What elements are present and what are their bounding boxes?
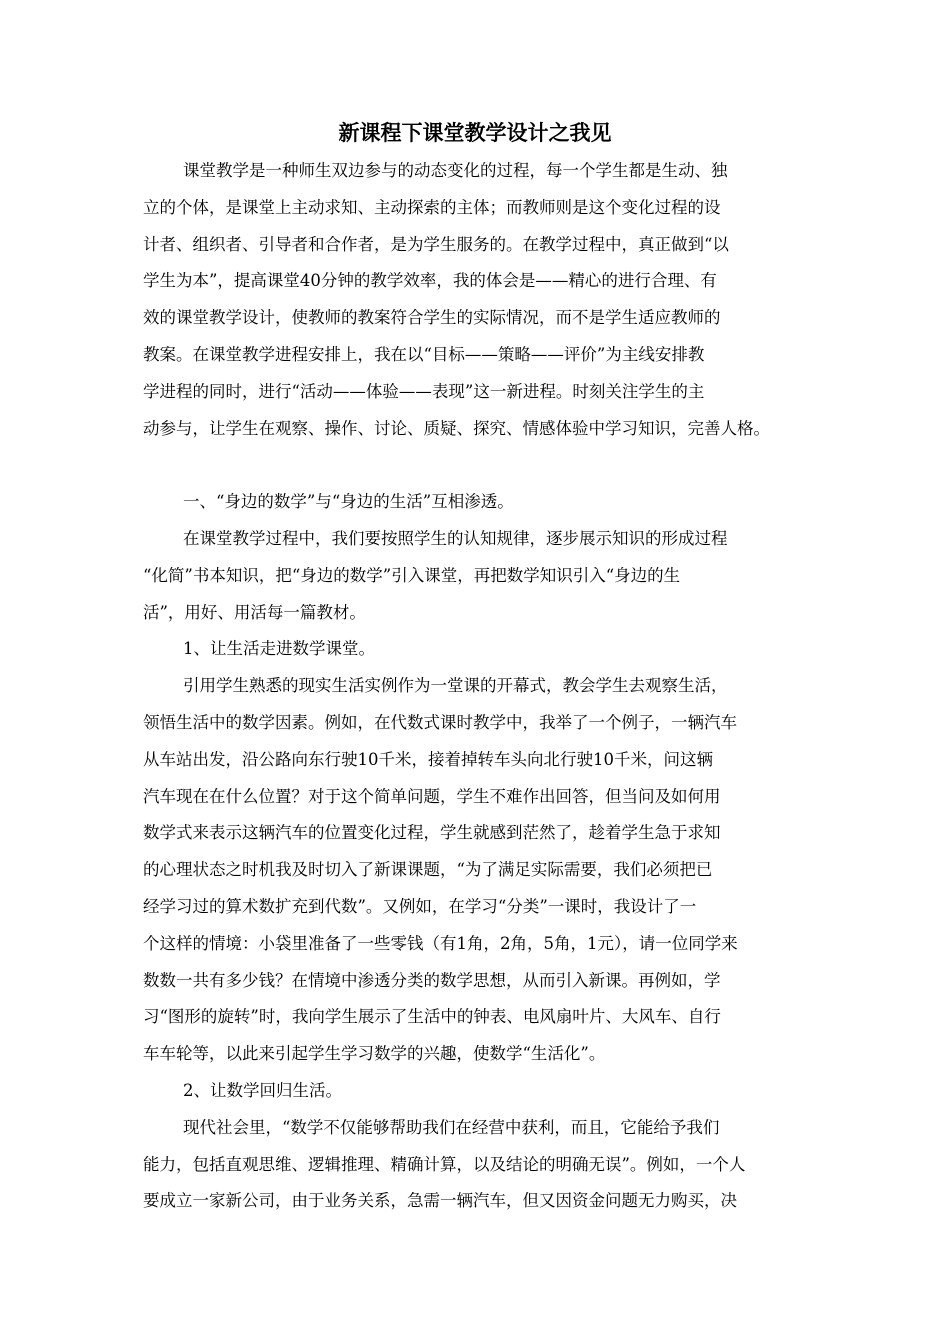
text-line: 计者、组织者、引导者和合作者，是为学生服务的。在教学过程中，真正做到“以 (143, 234, 729, 254)
document-title: 新课程下课堂教学设计之我见 (338, 120, 612, 145)
text-line: 活”，用好、用活每一篇教材。 (143, 602, 366, 622)
text-line: 经学习过的算术数扩充到代数”。又例如，在学习“分类”一课时，我设计了一 (143, 896, 697, 916)
text-line: 领悟生活中的数学因素。例如，在代数式课时教学中，我举了一个例子，一辆汽车 (143, 712, 737, 732)
text-line: 车车轮等，以此来引起学生学习数学的兴趣，使数学“生活化”。 (143, 1044, 606, 1064)
text-line: 个这样的情境：小袋里准备了一些零钱（有1角，2角，5角，1元），请一位同学来 (143, 933, 738, 953)
text-line: 引用学生熟悉的现实生活实例作为一堂课的开幕式，教会学生去观察生活， (183, 676, 728, 696)
text-line: 教案。在课堂教学进程安排上，我在以“目标——策略——评价”为主线安排教 (143, 344, 705, 364)
text-line: 学生为本”，提高课堂40分钟的教学效率，我的体会是——精心的进行合理、有 (143, 271, 717, 291)
blank-line (143, 447, 817, 484)
text-line: 2、让数学回归生活。 (183, 1080, 342, 1100)
text-line: 汽车现在在什么位置？对于这个简单问题，学生不难作出回答，但当问及如何用 (143, 786, 721, 806)
text-line: 习“图形的旋转”时，我向学生展示了生活中的钟表、电风扇叶片、大风车、自行 (143, 1007, 721, 1027)
text-line: 现代社会里，“数学不仅能够帮助我们在经营中获利，而且，它能给予我们 (183, 1117, 720, 1137)
text-line: 立的个体，是课堂上主动求知、主动探索的主体；而教师则是这个变化过程的设 (143, 197, 721, 217)
document-body (143, 153, 817, 1220)
text-line: 能力，包括直观思维、逻辑推理、精确计算，以及结论的明确无误”。例如，一个人 (143, 1154, 746, 1174)
text-line: 1、让生活走进数学课堂。 (183, 639, 375, 659)
text-line: 的心理状态之时机我及时切入了新课课题，“为了满足实际需要，我们必须把已 (143, 860, 713, 880)
text-line: 在课堂教学过程中，我们要按照学生的认知规律，逐步展示知识的形成过程 (183, 528, 728, 548)
text-line: 一、“身边的数学”与“身边的生活”互相渗透。 (183, 492, 514, 512)
text-line: 数学式来表示这辆汽车的位置变化过程，学生就感到茫然了，趁着学生急于求知 (143, 823, 721, 843)
text-line: 要成立一家新公司，由于业务关系，急需一辆汽车，但又因资金问题无力购买，决 (143, 1191, 737, 1211)
text-line: 效的课堂教学设计，使教师的教案符合学生的实际情况，而不是学生适应教师的 (143, 308, 721, 328)
text-line: 动参与，让学生在观察、操作、讨论、质疑、探究、情感体验中学习知识，完善人格。 (143, 418, 770, 438)
text-line: 数数一共有多少钱？在情境中渗透分类的数学思想，从而引入新课。再例如，学 (143, 970, 721, 990)
text-line: 学进程的同时，进行“活动——体验——表现”这一新进程。时刻关注学生的主 (143, 381, 705, 401)
text-line: 课堂教学是一种师生双边参与的动态变化的过程，每一个学生都是生动、独 (183, 161, 728, 180)
text-line: 从车站出发，沿公路向东行驶10千米，接着掉转车头向北行驶10千米，问这辆 (143, 749, 713, 769)
text-line: “化简”书本知识，把“身边的数学”引入课堂，再把数学知识引入“身边的生 (143, 565, 681, 585)
